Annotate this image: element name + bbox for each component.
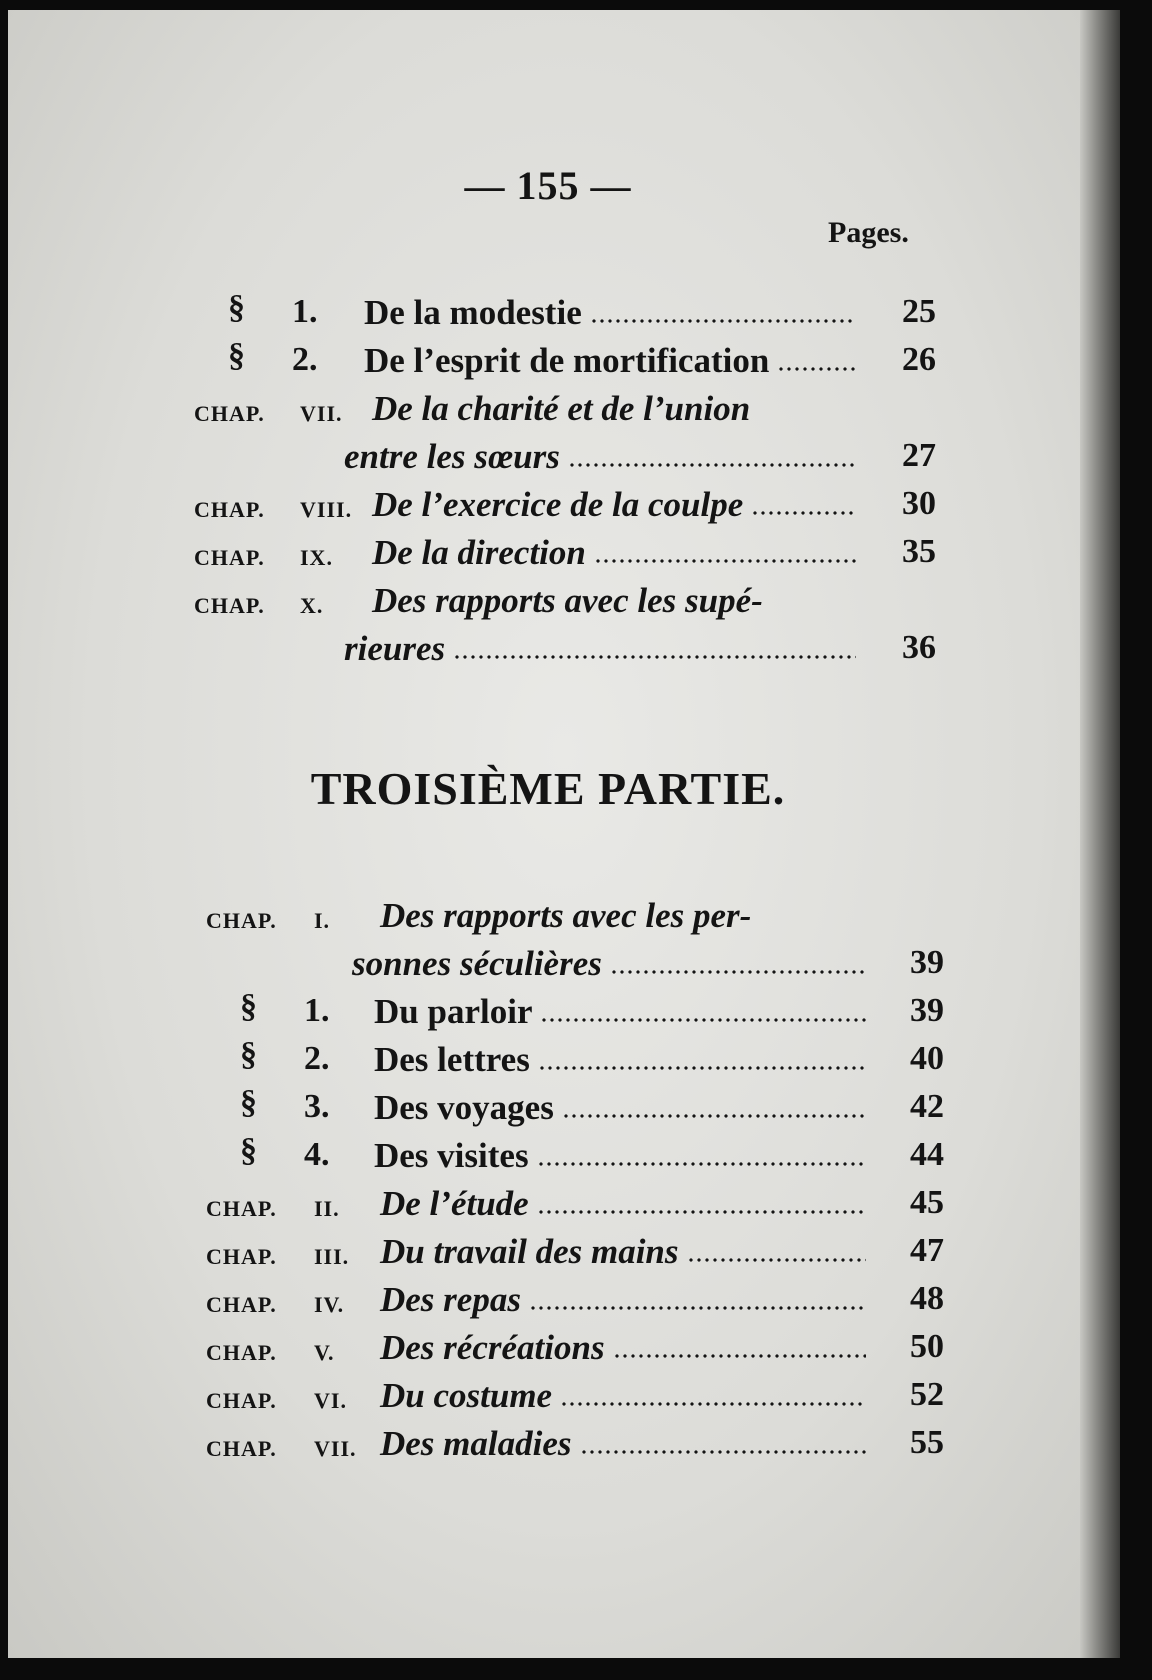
entry-number: 3. — [304, 1088, 330, 1125]
chapter-marker: CHAP. — [194, 593, 265, 618]
dot-leader — [453, 653, 856, 663]
entry-page-number: 42 — [910, 1088, 944, 1125]
entry-number: VII. — [314, 1436, 357, 1461]
entry-title: Des visites — [374, 1136, 529, 1175]
dot-leader — [580, 1448, 866, 1458]
entry-title: Des repas — [380, 1280, 521, 1319]
entry-title: entre les sœurs — [344, 437, 560, 476]
entry-title: Du travail des mains — [380, 1232, 679, 1271]
entry-page-number: 36 — [902, 629, 936, 666]
chapter-marker: CHAP. — [206, 1340, 277, 1365]
chapter-marker: CHAP. — [194, 401, 265, 426]
entry-title: sonnes séculières — [352, 944, 602, 983]
entry-page-number: 35 — [902, 533, 936, 570]
entry-title: Des rapports avec les supé- — [372, 581, 763, 620]
dot-leader — [594, 557, 856, 567]
entry-number: X. — [300, 593, 324, 618]
entry-page-number: 45 — [910, 1184, 944, 1221]
entry-page-number: 25 — [902, 293, 936, 330]
entry-title: De l’esprit de mortification — [364, 341, 770, 380]
chapter-marker: CHAP. — [206, 1196, 277, 1221]
entry-page-number: 40 — [910, 1040, 944, 1077]
entry-title: Des rapports avec les per- — [380, 896, 752, 935]
dot-leader — [610, 968, 866, 978]
dot-leader — [537, 1208, 866, 1218]
entry-page-number: 52 — [910, 1376, 944, 1413]
entry-number: 1. — [304, 992, 330, 1029]
entry-number: I. — [314, 908, 331, 933]
dot-leader — [568, 461, 856, 471]
chapter-marker: CHAP. — [206, 1292, 277, 1317]
chapter-marker: CHAP. — [206, 1436, 277, 1461]
chapter-marker: CHAP. — [206, 908, 277, 933]
entry-title: Des lettres — [374, 1040, 530, 1079]
entry-title: De la charité et de l’union — [372, 389, 751, 428]
dot-leader — [538, 1064, 866, 1074]
entry-number: 2. — [292, 341, 318, 378]
entry-number: V. — [314, 1340, 335, 1365]
entry-title: De la modestie — [364, 293, 582, 332]
dot-leader — [590, 317, 856, 327]
entry-page-number: 55 — [910, 1424, 944, 1461]
dot-leader — [687, 1256, 866, 1266]
entry-page-number: 39 — [910, 944, 944, 981]
dot-leader — [777, 365, 856, 375]
entry-number: III. — [314, 1244, 350, 1269]
entry-title: De l’étude — [380, 1184, 529, 1223]
entry-title: rieures — [344, 629, 446, 668]
entry-number: 1. — [292, 293, 318, 330]
chapter-marker: CHAP. — [206, 1388, 277, 1413]
part-heading: TROISIÈME PARTIE. — [310, 763, 786, 814]
chapter-marker: CHAP. — [194, 545, 265, 570]
entry-number: 4. — [304, 1136, 330, 1173]
entry-page-number: 39 — [910, 992, 944, 1029]
entry-page-number: 47 — [910, 1232, 944, 1269]
dot-leader — [562, 1112, 866, 1122]
entry-number: 2. — [304, 1040, 330, 1077]
entry-title: Des voyages — [374, 1088, 554, 1127]
chapter-marker: CHAP. — [194, 497, 265, 522]
pages-column-label: Pages. — [828, 216, 909, 249]
entry-title: De la direction — [372, 533, 586, 572]
section-mark: § — [228, 289, 245, 326]
entry-page-number: 26 — [902, 341, 936, 378]
entry-title: Du costume — [380, 1376, 553, 1415]
chapter-marker: CHAP. — [206, 1244, 277, 1269]
section-mark: § — [240, 988, 257, 1025]
section-mark: § — [240, 1132, 257, 1169]
dot-leader — [560, 1400, 866, 1410]
entry-page-number: 44 — [910, 1136, 944, 1173]
section-mark: § — [228, 337, 245, 374]
dot-leader — [529, 1304, 866, 1314]
entry-page-number: 27 — [902, 437, 936, 474]
section-mark: § — [240, 1036, 257, 1073]
entry-page-number: 48 — [910, 1280, 944, 1317]
entry-number: VIII. — [300, 497, 353, 522]
book-page — [8, 10, 1120, 1658]
dot-leader — [540, 1016, 866, 1026]
entry-number: VI. — [314, 1388, 347, 1413]
entry-number: IX. — [300, 545, 333, 570]
entry-number: IV. — [314, 1292, 345, 1317]
entry-page-number: 30 — [902, 485, 936, 522]
entry-title: Des récréations — [380, 1328, 605, 1367]
entry-title: Du parloir — [374, 992, 533, 1031]
entry-page-number: 50 — [910, 1328, 944, 1365]
entry-number: II. — [314, 1196, 340, 1221]
section-mark: § — [240, 1084, 257, 1121]
entry-title: Des maladies — [380, 1424, 572, 1463]
dot-leader — [613, 1352, 866, 1362]
page-number: — 155 — — [464, 163, 632, 208]
entry-title: De l’exercice de la coulpe — [372, 485, 744, 524]
dot-leader — [537, 1160, 866, 1170]
entry-number: VII. — [300, 401, 343, 426]
page-spine-shadow — [1080, 10, 1120, 1658]
dot-leader — [751, 509, 856, 519]
